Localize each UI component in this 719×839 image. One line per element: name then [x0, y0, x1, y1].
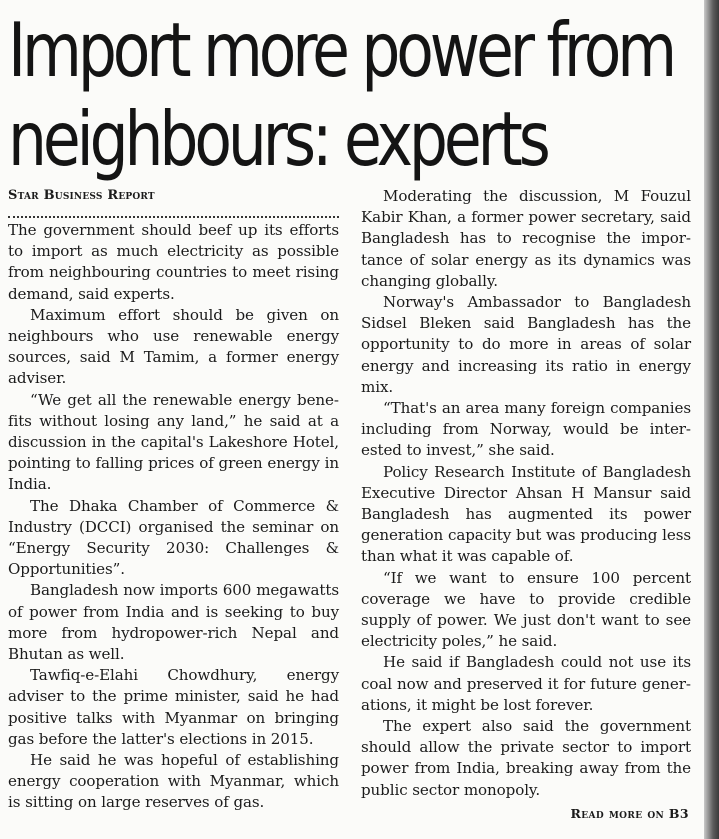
paragraph: The government should beef up its efforts to import as much electricity as possible from neighbouring countries to meet rising demand, said experts.	[8, 221, 339, 303]
byline-divider	[8, 208, 339, 218]
page-edge-shadow	[704, 0, 719, 839]
byline: Star Business Report	[8, 188, 155, 203]
headline	[8, 6, 674, 184]
article-column-2	[361, 186, 691, 801]
paragraph: “We get all the renewable energy benefits without losing any land,” he said at a discussion in the capital's Lakeshore Hotel, pointing to falling prices of green energy in India.	[8, 390, 339, 494]
paragraph: Bangladesh now imports 600 megawatts of power from India and is seeking to buy more from hydropower-rich Nepal and Bhutan as well.	[8, 581, 339, 664]
paragraph: “That's an area many foreign companies including from Norway, would be interested to invest,” she said.	[361, 399, 691, 460]
paragraph: Tawfiq-e-Elahi Chowdhury, energy adviser to the prime minister, said he had positive talks with Myanmar on bringing gas before the latter's elections in 2015.	[8, 666, 339, 748]
paragraph: Moderating the discussion, M Fouzul Kabir Khan, a former power secretary, said Bangladesh has to recognise the importance of solar energy as its dynamics was changing globally.	[361, 187, 691, 290]
article-column-1	[8, 186, 339, 814]
paragraph: He said if Bangladesh could not use its coal now and preserved it for future generations, it might be lost forever.	[361, 653, 691, 714]
paragraph: The Dhaka Chamber of Commerce & Industry (DCCI) organised the seminar on “Energy Security 2030: Challenges & Opportunities”.	[8, 496, 339, 579]
paragraph: He said he was hopeful of establishing energy cooperation with Myanmar, which is sitting on large reserves of gas.	[8, 751, 339, 812]
paragraph: “If we want to ensure 100 percent coverage we have to provide credible supply of power. We just don't want to see electricity poles,” he said.	[361, 568, 691, 651]
paragraph: Norway's Ambassador to Bangladesh Sidsel Bleken said Bangladesh has the opportunity to do more in areas of solar energy and increasing its ratio in energy mix.	[361, 293, 691, 396]
paragraph: Maximum effort should be given on neighbours who use renewable energy sources, said M Tamim, a former energy adviser.	[8, 305, 339, 388]
headline-line-1: Import more power from	[8, 6, 674, 94]
read-more-link[interactable]: Read more on B3	[570, 806, 689, 821]
paragraph: Policy Research Institute of Bangladesh Executive Director Ahsan H Mansur said Bangladesh has augmented its power generation capacity but was producing less than what it was capable of.	[361, 462, 691, 566]
headline-line-2: neighbours: experts	[8, 95, 547, 183]
paragraph: The expert also said the government should allow the private sector to import power from India, breaking away from the public sector monopoly.	[361, 717, 691, 799]
